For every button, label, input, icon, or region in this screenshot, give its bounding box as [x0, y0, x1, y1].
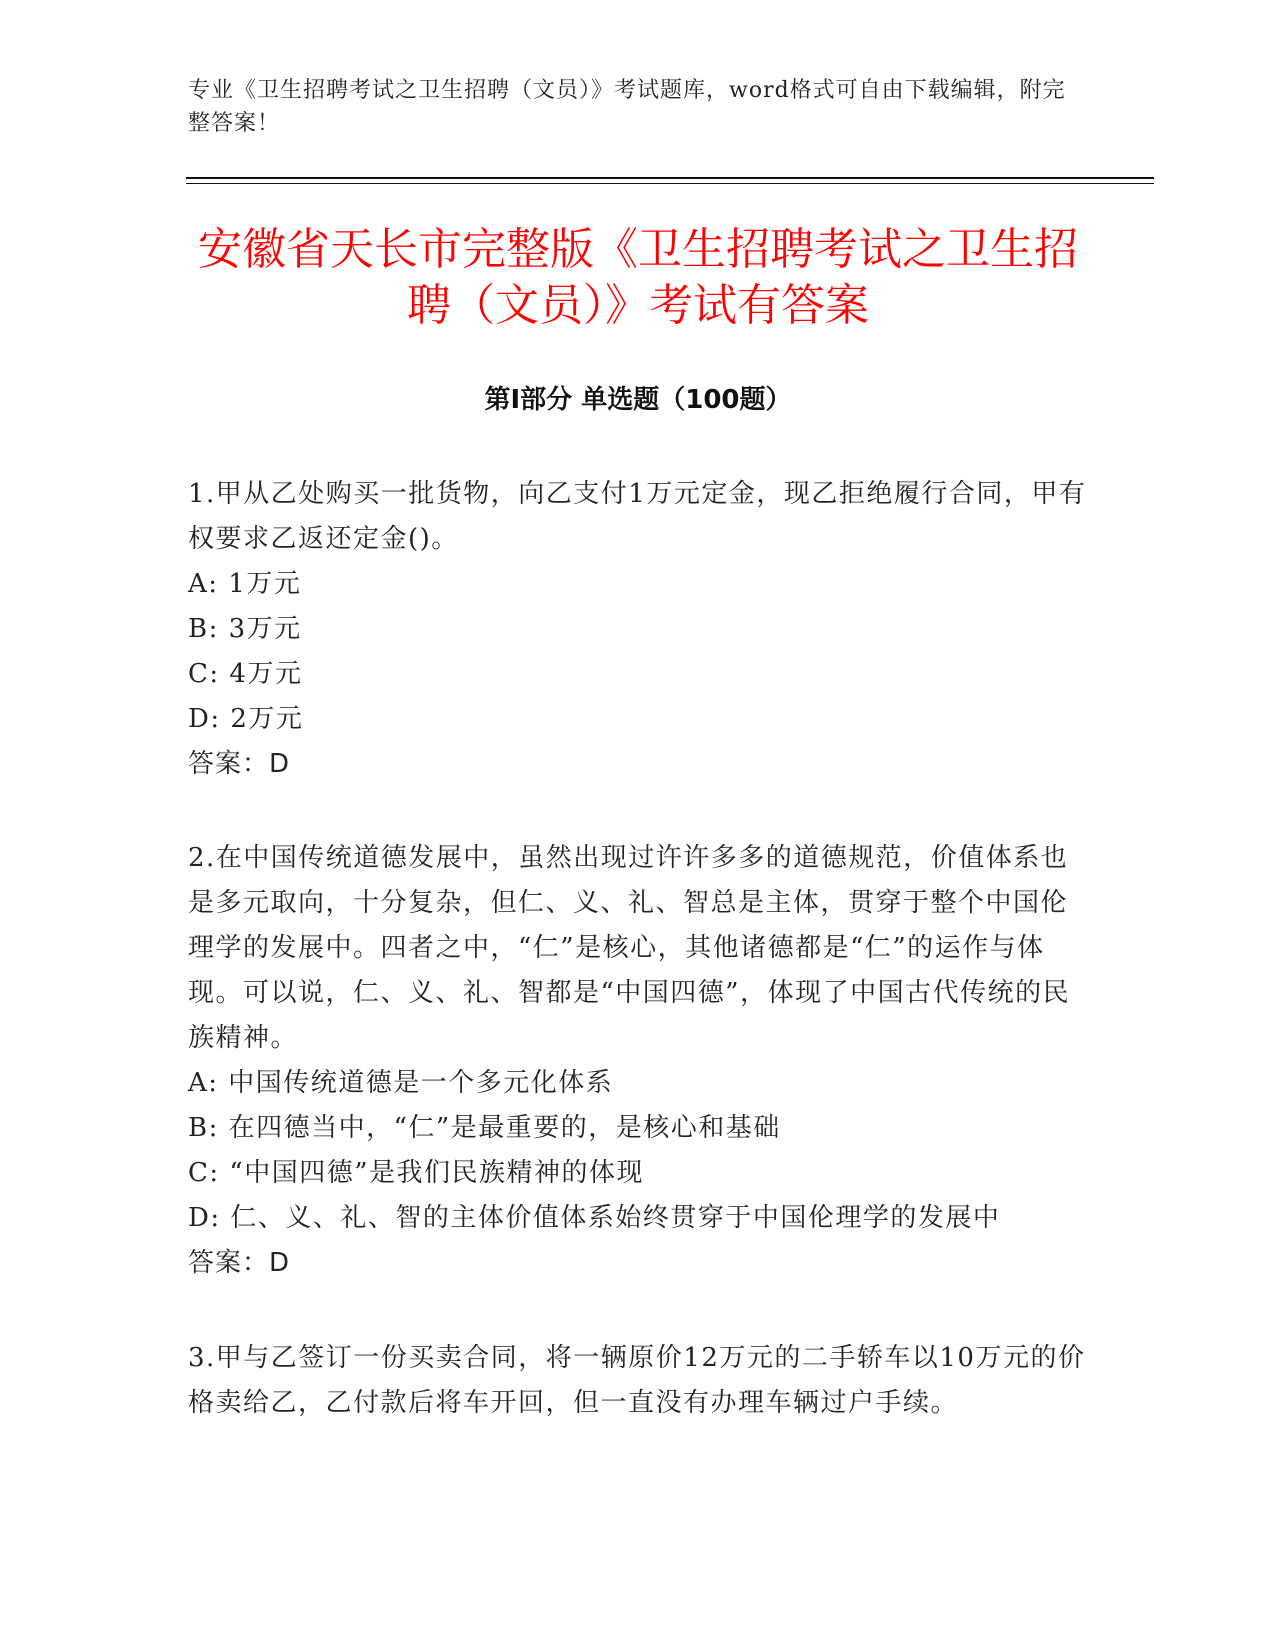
- option-b: B: 3万元: [188, 614, 302, 644]
- question-3: [188, 1336, 1088, 1426]
- question-stem: 2.在中国传统道德发展中，虽然出现过许许多多的道德规范，价值体系也是多元取向，十分复杂，但仁、义、礼、智总是主体，贯穿于整个中国伦理学的发展中。四者之中，“仁”是核心，其他诸德都是“仁”的运作与体现。可以说，仁、义、礼、智都是“中国四德”，体现了中国古代传统的民族精神。: [188, 843, 1071, 1053]
- question-stem: 1.甲从乙处购买一批货物，向乙支付1万元定金，现乙拒绝履行合同，甲有权要求乙返还定金()。: [188, 479, 1087, 554]
- option-c: C: “中国四德”是我们民族精神的体现: [188, 1158, 645, 1188]
- answer: 答案：D: [188, 1248, 291, 1278]
- document-title: 安徽省天长市完整版《卫生招聘考试之卫生招聘（文员）》考试有答案: [198, 224, 1078, 331]
- option-b: B: 在四德当中，“仁”是最重要的，是核心和基础: [188, 1113, 781, 1143]
- option-a: A: 中国传统道德是一个多元化体系: [188, 1068, 614, 1098]
- option-d: D: 仁、义、礼、智的主体价值体系始终贯穿于中国伦理学的发展中: [188, 1203, 1001, 1233]
- header-rule-thick: [186, 177, 1154, 179]
- header-note: 专业《卫生招聘考试之卫生招聘（文员）》考试题库，word格式可自由下载编辑，附完整答案！: [188, 78, 1066, 136]
- option-c: C: 4万元: [188, 659, 303, 689]
- question-stem: 3.甲与乙签订一份买卖合同，将一辆原价12万元的二手轿车以10万元的价格卖给乙，乙付款后将车开回，但一直没有办理车辆过户手续。: [188, 1343, 1086, 1418]
- answer: 答案：D: [188, 749, 291, 779]
- section-heading: 第Ⅰ部分 单选题（100题）: [484, 385, 792, 415]
- option-a: A: 1万元: [188, 569, 302, 599]
- question-2: [188, 836, 1088, 1286]
- option-d: D: 2万元: [188, 704, 304, 734]
- header-rule-thin: [186, 183, 1154, 184]
- question-1: [188, 472, 1088, 787]
